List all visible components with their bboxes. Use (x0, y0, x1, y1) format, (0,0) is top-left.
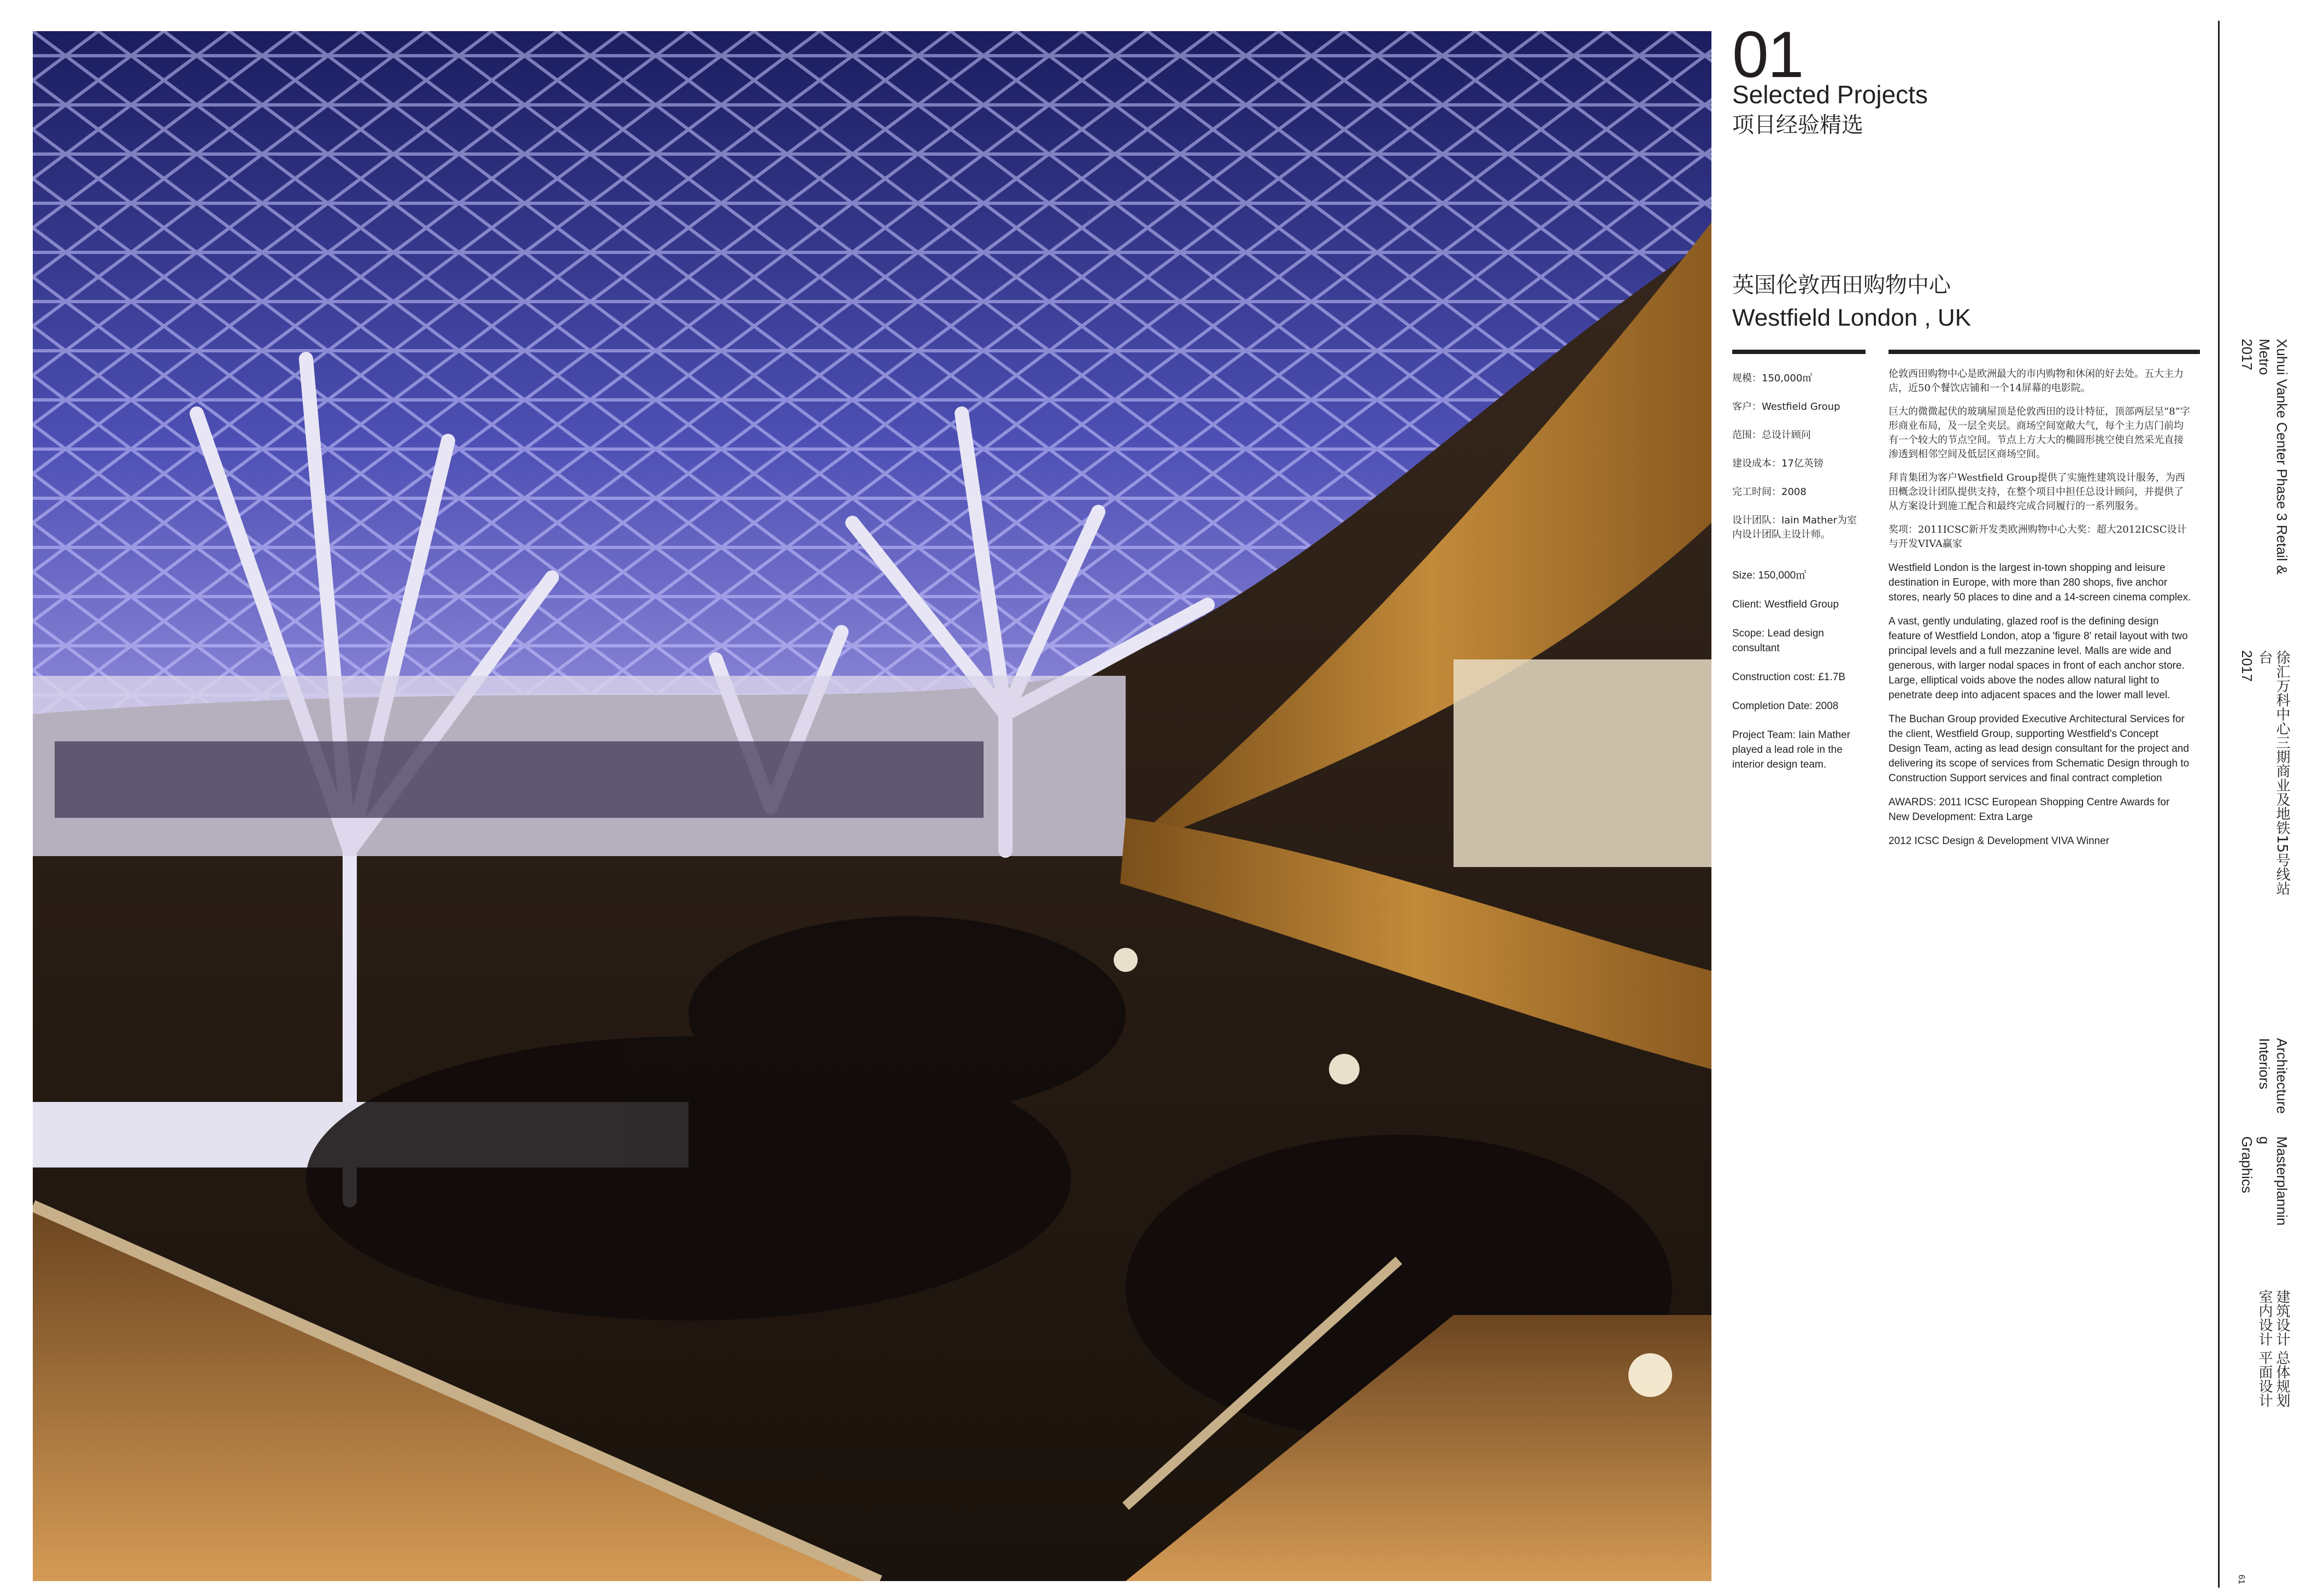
divider-right (1888, 350, 2200, 354)
fact-cn-client: 客户：Westfield Group (1732, 401, 1840, 412)
sidebar-project-cn-line1: 徐汇万科中心三期商业及地铁15号线站 (2274, 650, 2290, 896)
sidebar-disc-masterplannin: Masterplannin (2274, 1136, 2290, 1226)
project-title-en: Westfield London , UK (1732, 304, 1971, 331)
sidebar-disc-interiors: Interiors (2256, 1038, 2273, 1089)
mall-interior-photo (33, 31, 1711, 1581)
fact-cn-scope: 范围：总设计顾问 (1732, 429, 1811, 441)
desc-en-services: The Buchan Group provided Executive Architectural Services for the client, Westfield Group, supporting Westfield's Concept Design Team, acting as lead design consultant for the project and delivering its scope of services from Schematic Design through to Construction Support services and final contract completion (1888, 714, 2190, 784)
sidebar-disc-graphics: Graphics (2239, 1136, 2255, 1194)
sidebar-disc-cn-line1: 建筑设计 总体规划 (2274, 1289, 2290, 1408)
sidebar-project-en-line2: Metro (2256, 339, 2273, 375)
page-number: 61 (2237, 1575, 2246, 1584)
desc-en-viva: 2012 ICSC Design & Development VIVA Winner (1888, 835, 2110, 847)
fact-cn-team: 设计团队：Iain Mather为室内设计团队主设计师。 (1732, 515, 1857, 540)
project-title-cn: 英国伦敦西田购物中心 (1732, 273, 1951, 298)
sidebar-project-cn-year: 2017 (2239, 650, 2255, 682)
fact-cn-cost: 建设成本：17亿英镑 (1732, 458, 1823, 469)
sidebar-disc-cn-line2: 室内设计 平面设计 (2256, 1289, 2273, 1408)
section-title-en: Selected Projects (1732, 80, 1928, 109)
fact-en-scope: Scope: Lead design consultant (1732, 628, 1824, 654)
desc-en-awards: AWARDS: 2011 ICSC European Shopping Centre Awards for New Development: Extra Large (1888, 797, 2170, 823)
project-description (1888, 367, 2192, 858)
sidebar-divider (2218, 21, 2220, 1588)
fact-en-completion: Completion Date: 2008 (1732, 700, 1839, 712)
sidebar-project-cn-line2: 台 (2256, 650, 2273, 664)
section-number: 01 (1732, 18, 1803, 91)
fact-en-size: Size: 150,000㎡ (1732, 570, 1807, 581)
mall-interior-illustration (33, 31, 1711, 1581)
sidebar-disc-g: g (2256, 1136, 2273, 1145)
project-facts (1732, 372, 1866, 786)
fact-en-client: Client: Westfield Group (1732, 599, 1839, 610)
fact-en-cost: Construction cost: £1.7B (1732, 671, 1845, 683)
project-text-column (1732, 0, 2208, 1592)
desc-cn-awards: 奖项：2011ICSC新开发类欧洲购物中心大奖：超大2012ICSC设计与开发VIVA赢家 (1888, 524, 2187, 550)
fact-cn-completion: 完工时间：2008 (1732, 486, 1807, 498)
desc-cn-intro: 伦敦西田购物中心是欧洲最大的市内购物和休闲的好去处。五大主力店，近50个餐饮店铺和一个14屏幕的电影院。 (1888, 368, 2184, 394)
fact-cn-size: 规模：150,000㎡ (1732, 373, 1813, 384)
desc-cn-roof: 巨大的微微起伏的玻璃屋顶是伦敦西田的设计特征，顶部两层呈“8”字形商业布局，及一层全夹层。商场空间宽敞大气，每个主力店门前均有一个较大的节点空间。节点上方大大的椭圆形挑空使自然采光直接渗透到相邻空间及低层区商场空间。 (1888, 406, 2190, 460)
section-title-cn: 项目经验精选 (1732, 113, 1863, 138)
divider-left (1732, 350, 1866, 354)
sidebar-project-en-line1: Xuhui Vanke Center Phase 3 Retail & (2274, 339, 2290, 575)
sidebar-disc-architecture: Architecture (2274, 1038, 2290, 1114)
desc-en-intro: Westfield London is the largest in-town shopping and leisure destination in Europe, with more than 280 shops, five anchor stores, nearly 50 places to dine and a 14-screen cinema complex. (1888, 562, 2191, 603)
desc-en-roof: A vast, gently undulating, glazed roof is the defining design feature of Westfield London, atop a 'figure 8' retail layout with two principal levels and a full mezzanine level. Malls are wide and generous, with larger nodal spaces in front of each anchor store. Large, elliptical voids above the nodes allow natural light to penetrate deep into adjacent spaces and the lower mall level. (1888, 616, 2188, 701)
desc-cn-services: 拜肯集团为客户Westfield Group提供了实施性建筑设计服务，为西田概念设计团队提供支持，在整个项目中担任总设计顾问，并提供了从方案设计到施工配合和最终完成合同履行的一系列服务。 (1888, 472, 2185, 512)
sidebar-project-en-year: 2017 (2239, 339, 2255, 370)
fact-en-team: Project Team: Iain Mather played a lead role in the interior design team. (1732, 729, 1851, 770)
